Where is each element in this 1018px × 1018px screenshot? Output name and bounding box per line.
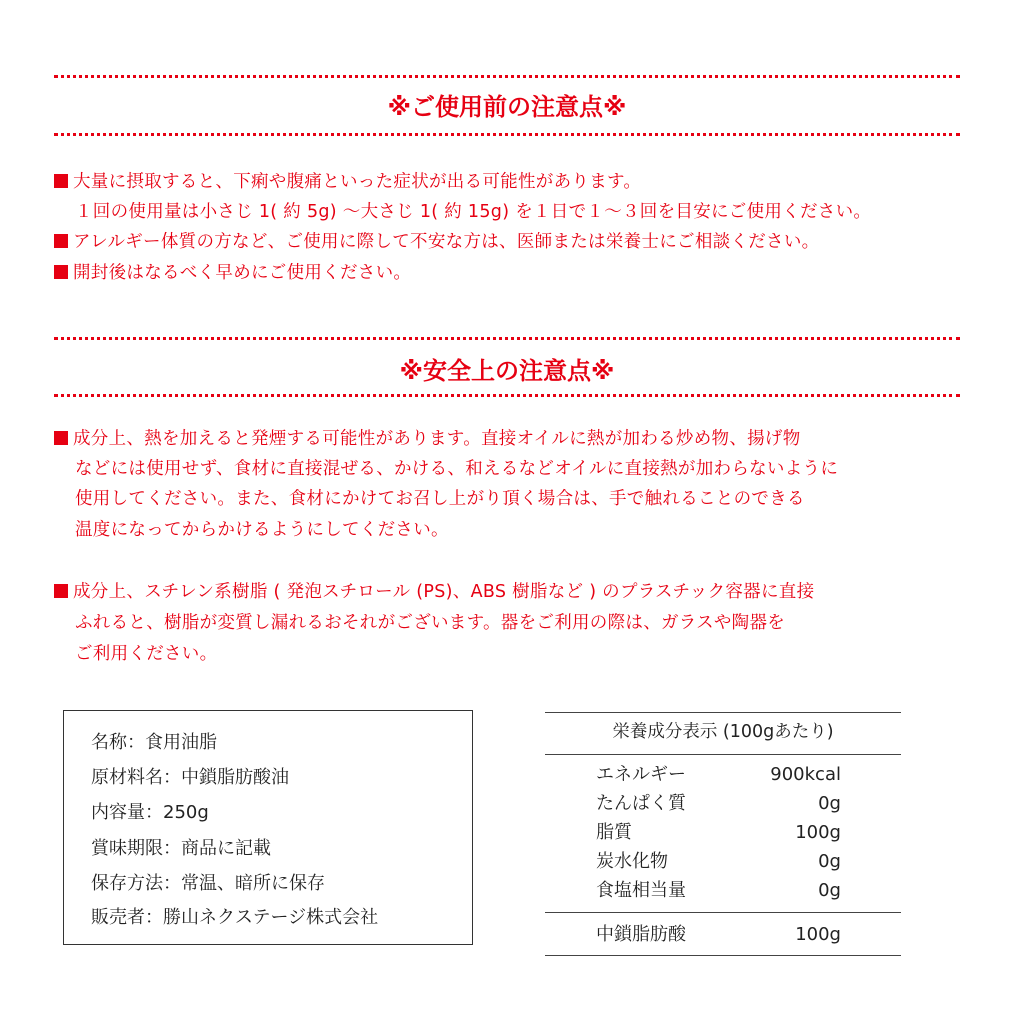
safety-section-title: ※安全上の注意点※ xyxy=(399,357,615,385)
product-seller: 販売者：勝山ネクステージ株式会社 xyxy=(91,907,379,928)
product-volume: 内容量：250g xyxy=(91,802,209,823)
nutrition-row-name: 炭水化物 xyxy=(596,851,668,872)
nutrition-row-value: 0g xyxy=(818,851,841,872)
usage-section-title: ※ご使用前の注意点※ xyxy=(387,93,627,121)
bullet-square-icon xyxy=(54,265,68,279)
nutrition-row-name: エネルギー xyxy=(596,764,686,785)
bullet-square-icon xyxy=(54,431,68,445)
nutrition-row-name: 脂質 xyxy=(596,822,632,843)
bullet-square-icon xyxy=(54,584,68,598)
bullet-square-icon xyxy=(54,174,68,188)
safety-item-1-line-2: などには使用せず、食材に直接混ぜる、かける、和えるなどオイルに直接熱が加わらないように xyxy=(75,459,839,479)
safety-item-2-line-2: ふれると、樹脂が変質し漏れるおそれがございます。器をご利用の際は、ガラスや陶器を xyxy=(75,613,786,633)
product-expiry: 賞味期限：商品に記載 xyxy=(91,838,271,859)
nutrition-rule-lower xyxy=(545,912,901,913)
nutrition-extra-value: 100g xyxy=(795,924,841,945)
safety-item-1-line-3: 使用してください。また、食材にかけてお召し上がり頂く場合は、手で触れることのできる xyxy=(75,489,805,509)
product-ingredients: 原材料名：中鎖脂肪酸油 xyxy=(91,767,289,788)
top-divider-2 xyxy=(54,133,960,136)
nutrition-rule-bottom xyxy=(545,955,901,956)
product-name: 名称：食用油脂 xyxy=(91,732,217,753)
usage-item-2: アレルギー体質の方など、ご使用に際して不安な方は、医師または栄養士にご相談ください。 xyxy=(54,231,974,253)
nutrition-extra-name: 中鎖脂肪酸 xyxy=(596,924,686,945)
safety-item-1: 成分上、熱を加えると発煙する可能性があります。直接オイルに熱が加わる炒め物、揚げ物 xyxy=(54,428,974,450)
mid-divider-2 xyxy=(54,394,960,397)
safety-item-2-line-3: ご利用ください。 xyxy=(75,644,218,664)
safety-item-2: 成分上、スチレン系樹脂 ( 発泡スチロール (PS)、ABS 樹脂など ) のプラスチック容器に直接 xyxy=(54,581,974,603)
safety-item-1-line-4: 温度になってからかけるようにしてください。 xyxy=(75,520,449,540)
nutrition-rule-top xyxy=(545,712,901,713)
bullet-square-icon xyxy=(54,234,68,248)
nutrition-row-value: 0g xyxy=(818,880,841,901)
nutrition-title: 栄養成分表示 (100gあたり) xyxy=(612,722,834,742)
nutrition-row-value: 100g xyxy=(795,822,841,843)
nutrition-rule-mid xyxy=(545,754,901,755)
mid-divider-1 xyxy=(54,337,960,340)
nutrition-row-value: 900kcal xyxy=(770,764,841,785)
usage-item-3: 開封後はなるべく早めにご使用ください。 xyxy=(54,262,974,284)
usage-item-1: 大量に摂取すると、下痢や腹痛といった症状が出る可能性があります。 xyxy=(54,171,974,193)
nutrition-row-value: 0g xyxy=(818,793,841,814)
top-divider-1 xyxy=(54,75,960,78)
product-info-box xyxy=(63,710,473,945)
usage-item-1-cont: １回の使用量は小さじ 1( 約 5g) 〜大さじ 1( 約 15g) を１日で１〜３回を目安にご使用ください。 xyxy=(75,202,872,222)
nutrition-row-name: たんぱく質 xyxy=(596,793,686,814)
nutrition-row-name: 食塩相当量 xyxy=(596,880,686,901)
product-storage: 保存方法：常温、暗所に保存 xyxy=(91,873,325,894)
